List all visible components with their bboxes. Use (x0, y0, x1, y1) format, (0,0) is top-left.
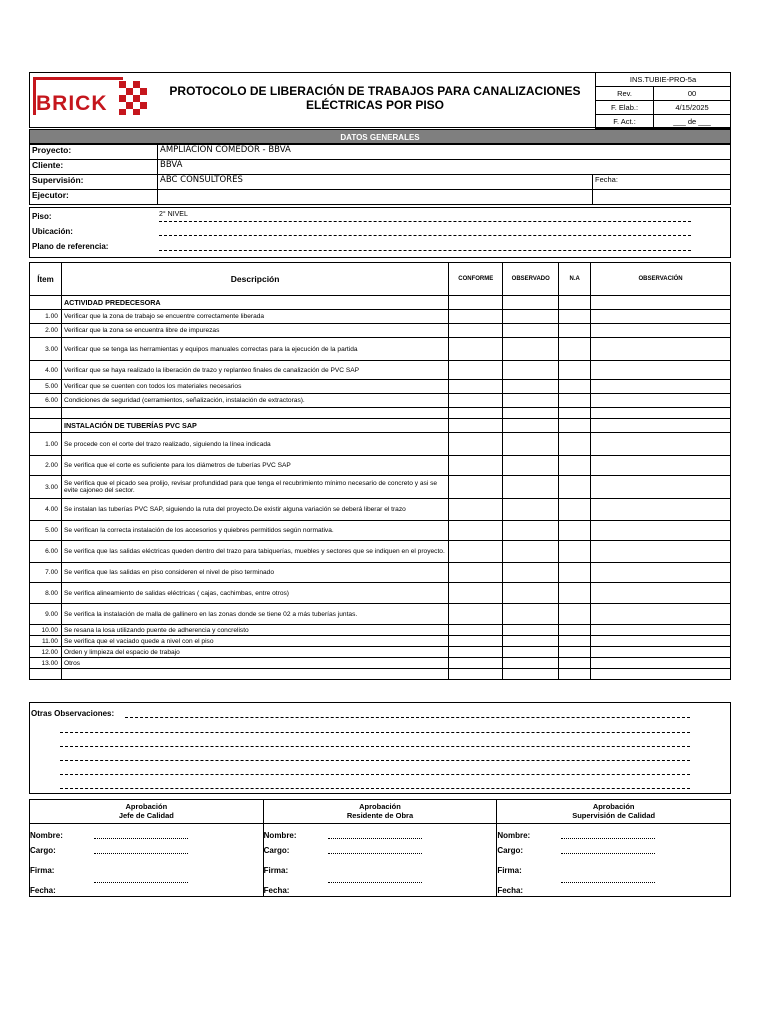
brick-logo (33, 77, 149, 115)
observacion-cell[interactable] (591, 647, 731, 658)
cargo-line[interactable] (94, 853, 188, 854)
item-number: 2.00 (30, 456, 62, 476)
conforme-cell[interactable] (449, 499, 503, 521)
item-number: 12.00 (30, 647, 62, 658)
na-cell[interactable] (559, 394, 591, 408)
conforme-cell[interactable] (449, 647, 503, 658)
item-description: Se verifican la correcta instalación de los accesorios y quiebres permitidos según normativa. (61, 521, 448, 541)
observacion-cell[interactable] (591, 361, 731, 380)
fact-value: ___ de ___ (654, 115, 731, 129)
conforme-cell[interactable] (449, 324, 503, 338)
col-observacion: OBSERVACIÓN (591, 263, 731, 296)
rev-label: Rev. (596, 87, 654, 101)
item-description: Verificar que la zona se encuentra libre de impurezas (61, 324, 448, 338)
table-row (30, 658, 731, 669)
item-description: Se verifica que el corte es suficiente para los diámetros de tuberías PVC SAP (61, 456, 448, 476)
aprobacion-header (264, 800, 497, 824)
observaciones-label: Otras Observaciones: (31, 709, 115, 718)
aprobacion-title: Aprobación (592, 802, 635, 811)
col-item: Ítem (30, 263, 62, 296)
table-row (30, 636, 731, 647)
observacion-cell[interactable] (591, 296, 731, 310)
item-description: Se verifica que el picado sea prolijo, revisar profundidad para que tenga el recubrimiento mínimo necesario de concreto y asi se evite cajoneo del sector. (61, 476, 448, 499)
fecha-value[interactable] (593, 190, 731, 205)
supervision-value[interactable]: ABC CONSULTORES (158, 175, 593, 190)
conforme-cell[interactable] (449, 456, 503, 476)
table-row (30, 324, 731, 338)
observado-cell[interactable] (503, 394, 559, 408)
item-number: 5.00 (30, 521, 62, 541)
observado-cell[interactable] (503, 625, 559, 636)
table-row (30, 647, 731, 658)
na-cell[interactable] (559, 476, 591, 499)
observacion-cell[interactable] (591, 541, 731, 563)
observado-cell[interactable] (503, 521, 559, 541)
empty-cell[interactable] (449, 669, 503, 680)
obs-line[interactable] (60, 788, 690, 789)
observado-cell[interactable] (503, 499, 559, 521)
table-row (30, 310, 731, 324)
conforme-cell[interactable] (449, 563, 503, 583)
observacion-cell[interactable] (591, 338, 731, 361)
col-descripcion: Descripción (61, 263, 448, 296)
aprobacion-block (30, 800, 264, 897)
conforme-cell[interactable] (449, 636, 503, 647)
observacion-cell[interactable] (591, 658, 731, 669)
item-number: 4.00 (30, 499, 62, 521)
firma-line[interactable] (328, 882, 422, 883)
observacion-cell[interactable] (591, 419, 731, 433)
firma-line[interactable] (561, 882, 655, 883)
item-description: Verificar que se haya realizado la liberación de trazo y replanteo finales de canalización de PVC SAP (61, 361, 448, 380)
table-row (30, 394, 731, 408)
rev-value: 00 (654, 87, 731, 101)
item-number: 1.00 (30, 433, 62, 456)
conforme-cell[interactable] (449, 521, 503, 541)
na-cell[interactable] (559, 636, 591, 647)
felab-value: 4/15/2025 (654, 101, 731, 115)
item-description: Se procede con el corte del trazo realizado, siguiendo la línea indicada (61, 433, 448, 456)
item-number: 9.00 (30, 604, 62, 625)
aprobacion-role: Residente de Obra (346, 811, 414, 820)
na-cell[interactable] (559, 499, 591, 521)
fecha-label: Fecha: (30, 886, 56, 895)
conforme-cell[interactable] (449, 541, 503, 563)
table-row (30, 541, 731, 563)
observacion-cell[interactable] (591, 583, 731, 604)
observado-cell[interactable] (503, 541, 559, 563)
observado-cell[interactable] (503, 476, 559, 499)
observacion-cell[interactable] (591, 563, 731, 583)
table-row (30, 433, 731, 456)
conforme-cell[interactable] (449, 433, 503, 456)
observado-cell[interactable] (503, 324, 559, 338)
fecha-label[interactable]: Fecha: (593, 175, 731, 190)
na-cell[interactable] (559, 433, 591, 456)
na-cell[interactable] (559, 380, 591, 394)
ejecutor-label: Ejecutor: (30, 190, 158, 205)
empty-cell[interactable] (559, 669, 591, 680)
table-row (30, 625, 731, 636)
conforme-cell[interactable] (449, 658, 503, 669)
na-cell[interactable] (559, 647, 591, 658)
na-cell[interactable] (559, 604, 591, 625)
document-title: PROTOCOLO DE LIBERACIÓN DE TRABAJOS PARA CANALIZACIONES ELÉCTRICAS POR PISO (169, 84, 581, 112)
piso-section (29, 207, 731, 258)
plano-line[interactable] (159, 250, 691, 251)
observado-cell[interactable] (503, 296, 559, 310)
obs-line[interactable] (60, 732, 690, 733)
observado-cell[interactable] (503, 583, 559, 604)
item-number: 11.00 (30, 636, 62, 647)
table-row (30, 338, 731, 361)
obs-line[interactable] (60, 746, 690, 747)
aprobacion-role: Supervisión de Calidad (572, 811, 656, 820)
col-observado: OBSERVADO (503, 263, 559, 296)
item-description: Verificar que se tenga las herramientas y equipos manuales correctas para la ejecución de la partida (61, 338, 448, 361)
observado-cell[interactable] (503, 658, 559, 669)
firma-line[interactable] (94, 882, 188, 883)
item-number: 6.00 (30, 541, 62, 563)
supervision-label: Supervisión: (30, 175, 158, 190)
observacion-cell[interactable] (591, 499, 731, 521)
item-description: Se verifica que las salidas en piso consideren el nivel de piso terminado (61, 563, 448, 583)
conforme-cell[interactable] (449, 310, 503, 324)
fecha-label: Fecha: (263, 886, 290, 895)
proyecto-label: Proyecto: (30, 145, 158, 160)
empty-row (30, 408, 731, 419)
aprobacion-header (497, 800, 730, 824)
na-cell[interactable] (559, 324, 591, 338)
aprobacion-header (30, 800, 263, 824)
observacion-cell[interactable] (591, 394, 731, 408)
cargo-label: Cargo: (263, 846, 290, 855)
checklist-body (30, 296, 731, 680)
empty-cell[interactable] (30, 408, 62, 419)
item-number: 6.00 (30, 394, 62, 408)
observacion-cell[interactable] (591, 636, 731, 647)
observado-cell[interactable] (503, 647, 559, 658)
datos-generales-heading: DATOS GENERALES (29, 129, 731, 144)
na-cell[interactable] (559, 338, 591, 361)
nombre-label: Nombre: (263, 831, 297, 840)
item-cell (30, 296, 62, 310)
observado-cell[interactable] (503, 433, 559, 456)
table-row (30, 604, 731, 625)
obs-line[interactable] (125, 717, 690, 718)
conforme-cell[interactable] (449, 338, 503, 361)
cliente-label: Cliente: (30, 160, 158, 175)
piso-value[interactable]: 2° NIVEL (159, 211, 188, 218)
fecha-label: Fecha: (497, 886, 524, 895)
proyecto-value[interactable]: AMPLIACION COMEDOR - BBVA (158, 145, 731, 160)
plano-label: Plano de referencia: (32, 242, 109, 251)
item-number: 10.00 (30, 625, 62, 636)
nombre-line[interactable] (561, 838, 655, 839)
cargo-label: Cargo: (30, 846, 56, 855)
item-number: 3.00 (30, 476, 62, 499)
cargo-line[interactable] (561, 853, 655, 854)
item-number: 7.00 (30, 563, 62, 583)
aprobaciones-table (29, 799, 731, 897)
table-row (30, 476, 731, 499)
obs-line[interactable] (60, 760, 690, 761)
cargo-label: Cargo: (497, 846, 524, 855)
observacion-cell[interactable] (591, 324, 731, 338)
item-description: Verificar que se cuenten con todos los materiales necesarios (61, 380, 448, 394)
doc-code: INS.TUBIE-PRO-5a (596, 73, 731, 87)
conforme-cell[interactable] (449, 604, 503, 625)
item-description: Condiciones de seguridad (cerramientos, señalización, instalación de extractoras). (61, 394, 448, 408)
observacion-cell[interactable] (591, 604, 731, 625)
item-number: 3.00 (30, 338, 62, 361)
table-row (30, 456, 731, 476)
conforme-cell[interactable] (449, 583, 503, 604)
nombre-line[interactable] (328, 838, 422, 839)
na-cell[interactable] (559, 541, 591, 563)
na-cell[interactable] (559, 310, 591, 324)
item-cell (30, 419, 62, 433)
conforme-cell[interactable] (449, 296, 503, 310)
item-number: 2.00 (30, 324, 62, 338)
conforme-cell[interactable] (449, 419, 503, 433)
empty-cell[interactable] (591, 408, 731, 419)
na-cell[interactable] (559, 625, 591, 636)
nombre-label: Nombre: (497, 831, 531, 840)
empty-cell[interactable] (30, 669, 62, 680)
observado-cell[interactable] (503, 380, 559, 394)
obs-line[interactable] (60, 774, 690, 775)
na-cell[interactable] (559, 583, 591, 604)
observado-cell[interactable] (503, 310, 559, 324)
item-number: 8.00 (30, 583, 62, 604)
empty-cell[interactable] (61, 408, 448, 419)
conforme-cell[interactable] (449, 380, 503, 394)
item-description: Se instalan las tuberías PVC SAP, siguiendo la ruta del proyecto.De existir alguna variación se deberá liberar el trazo (61, 499, 448, 521)
observado-cell[interactable] (503, 636, 559, 647)
section-heading: ACTIVIDAD PREDECESORA (61, 296, 448, 310)
nombre-label: Nombre: (30, 831, 63, 840)
na-cell[interactable] (559, 419, 591, 433)
conforme-cell[interactable] (449, 394, 503, 408)
firma-label: Firma: (497, 866, 522, 875)
felab-label: F. Elab.: (596, 101, 654, 115)
aprobacion-block (497, 800, 731, 897)
empty-row (30, 669, 731, 680)
item-description: Otros (61, 658, 448, 669)
datos-generales-table (29, 144, 731, 205)
na-cell[interactable] (559, 563, 591, 583)
col-na: N.A (559, 263, 591, 296)
item-description: Se verifica la instalación de malla de gallinero en las zonas donde se tiene 02 a más tuberías juntas. (61, 604, 448, 625)
observado-cell[interactable] (503, 456, 559, 476)
item-number: 4.00 (30, 361, 62, 380)
observacion-cell[interactable] (591, 380, 731, 394)
col-conforme: CONFORME (449, 263, 503, 296)
piso-line (159, 221, 691, 222)
document-meta-table (595, 72, 731, 129)
observacion-cell[interactable] (591, 456, 731, 476)
empty-cell[interactable] (559, 408, 591, 419)
ejecutor-value[interactable] (158, 190, 593, 205)
table-row (30, 361, 731, 380)
observado-cell[interactable] (503, 563, 559, 583)
firma-label: Firma: (263, 866, 289, 875)
na-cell[interactable] (559, 361, 591, 380)
firma-label: Firma: (30, 866, 55, 875)
conforme-cell[interactable] (449, 476, 503, 499)
table-row (30, 380, 731, 394)
empty-cell[interactable] (449, 408, 503, 419)
conforme-cell[interactable] (449, 361, 503, 380)
empty-cell[interactable] (591, 669, 731, 680)
observacion-cell[interactable] (591, 476, 731, 499)
na-cell[interactable] (559, 296, 591, 310)
nombre-line[interactable] (94, 838, 188, 839)
ubicacion-label: Ubicación: (32, 227, 73, 236)
observado-cell[interactable] (503, 604, 559, 625)
table-row (30, 583, 731, 604)
item-number: 1.00 (30, 310, 62, 324)
na-cell[interactable] (559, 456, 591, 476)
aprobacion-role: Jefe de Calidad (118, 811, 174, 820)
observado-cell[interactable] (503, 419, 559, 433)
observacion-cell[interactable] (591, 310, 731, 324)
empty-cell[interactable] (61, 669, 448, 680)
aprobacion-title: Aprobación (125, 802, 168, 811)
item-description: Orden y limpieza del espacio de trabajo (61, 647, 448, 658)
table-row (30, 499, 731, 521)
aprobacion-block (263, 800, 497, 897)
na-cell[interactable] (559, 658, 591, 669)
checklist-table (29, 262, 731, 680)
observado-cell[interactable] (503, 361, 559, 380)
item-description: Verificar que la zona de trabajo se encuentre correctamente liberada (61, 310, 448, 324)
empty-cell[interactable] (503, 669, 559, 680)
section-row (30, 419, 731, 433)
item-number: 13.00 (30, 658, 62, 669)
observado-cell[interactable] (503, 338, 559, 361)
logo-text: BRICK (36, 92, 108, 115)
table-row (30, 521, 731, 541)
conforme-cell[interactable] (449, 625, 503, 636)
cargo-line[interactable] (328, 853, 422, 854)
section-row (30, 296, 731, 310)
item-number: 5.00 (30, 380, 62, 394)
item-description: Se verifica alineamiento de salidas eléctricas ( cajas, cachimbas, entre otros) (61, 583, 448, 604)
cliente-value[interactable]: BBVA (158, 160, 731, 175)
ubicacion-line[interactable] (159, 235, 691, 236)
section-heading: INSTALACIÓN DE TUBERÍAS PVC SAP (61, 419, 448, 433)
observaciones-section (29, 702, 731, 794)
na-cell[interactable] (559, 521, 591, 541)
fact-label: F. Act.: (596, 115, 654, 129)
aprobacion-title: Aprobación (359, 802, 401, 811)
item-description: Se verifica que las salidas eléctricas queden dentro del trazo para tabiquerías, muebles y sectores que se indiquen en el proyecto. (61, 541, 448, 563)
observacion-cell[interactable] (591, 625, 731, 636)
item-description: Se resana la losa utilizando puente de adherencia y concrelisto (61, 625, 448, 636)
observacion-cell[interactable] (591, 521, 731, 541)
piso-label: Piso: (32, 212, 52, 221)
table-row (30, 563, 731, 583)
item-description: Se verifica que el vaciado quede a nivel con el piso (61, 636, 448, 647)
observacion-cell[interactable] (591, 433, 731, 456)
empty-cell[interactable] (503, 408, 559, 419)
